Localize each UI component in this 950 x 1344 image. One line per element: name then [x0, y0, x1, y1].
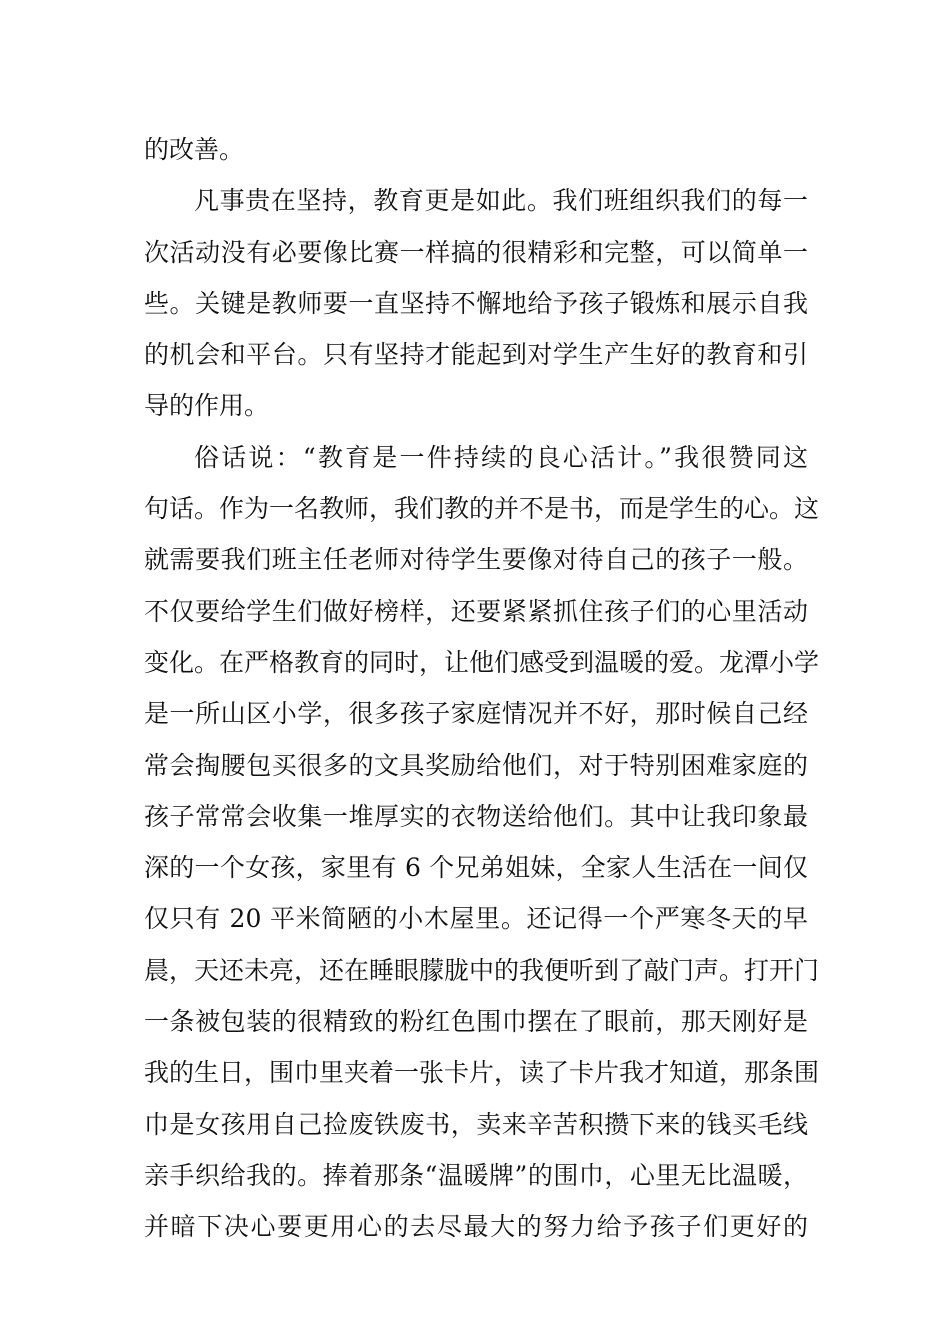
- text-line: 的机会和平台。只有坚持才能起到对学生产生好的教育和引: [144, 340, 808, 370]
- text-line: 导的作用。: [144, 391, 270, 421]
- text-line: 我的生日，围巾里夹着一张卡片，读了卡片我才知道，那条围: [144, 1058, 820, 1088]
- body-text: [144, 124, 820, 1253]
- text-line: 常会掏腰包买很多的文具奖励给他们，对于特别困难家庭的: [144, 750, 808, 780]
- text-line: 仅只有 20 平米简陋的小木屋里。还记得一个严寒冬天的早: [144, 904, 808, 934]
- text-line: 晨，天还未亮，还在睡眼朦胧中的我便听到了敲门声。打开门: [144, 955, 820, 985]
- text-line: 凡事贵在坚持，教育更是如此。我们班组织我们的每一: [194, 186, 808, 216]
- text-line: 些。关键是教师要一直坚持不懈地给予孩子锻炼和展示自我: [144, 288, 808, 318]
- text-line: 变化。在严格教育的同时，让他们感受到温暖的爱。龙潭小学: [144, 647, 820, 677]
- paragraph-3: [144, 432, 820, 1253]
- paragraph-2: [144, 175, 808, 431]
- text-line: 巾是女孩用自己捡废铁废书，卖来辛苦积攒下来的钱买毛线: [144, 1109, 808, 1139]
- paragraph-1: [144, 124, 808, 175]
- text-line: 是一所山区小学，很多孩子家庭情况并不好，那时候自己经: [144, 699, 808, 729]
- text-line: 就需要我们班主任老师对待学生要像对待自己的孩子一般。: [144, 545, 808, 575]
- text-line: 次活动没有必要像比赛一样搞的很精彩和完整，可以简单一: [144, 237, 808, 267]
- text-line: 俗话说：“教育是一件持续的良心活计。”我很赞同这: [194, 442, 808, 472]
- text-line: 并暗下决心要更用心的去尽最大的努力给予孩子们更好的: [144, 1212, 808, 1242]
- text-line: 亲手织给我的。捧着那条“温暖牌”的围巾，心里无比温暖，: [144, 1160, 808, 1190]
- text-line: 的改善。: [144, 135, 245, 164]
- text-line: 孩子常常会收集一堆厚实的衣物送给他们。其中让我印象最: [144, 801, 808, 831]
- text-line: 不仅要给学生们做好榜样，还要紧紧抓住孩子们的心里活动: [144, 596, 808, 626]
- text-line: 深的一个女孩，家里有 6 个兄弟姐妹，全家人生活在一间仅: [144, 853, 808, 883]
- text-line: 一条被包装的很精致的粉红色围巾摆在了眼前，那天刚好是: [144, 1007, 808, 1037]
- text-line: 句话。作为一名教师，我们教的并不是书，而是学生的心。这: [144, 494, 820, 524]
